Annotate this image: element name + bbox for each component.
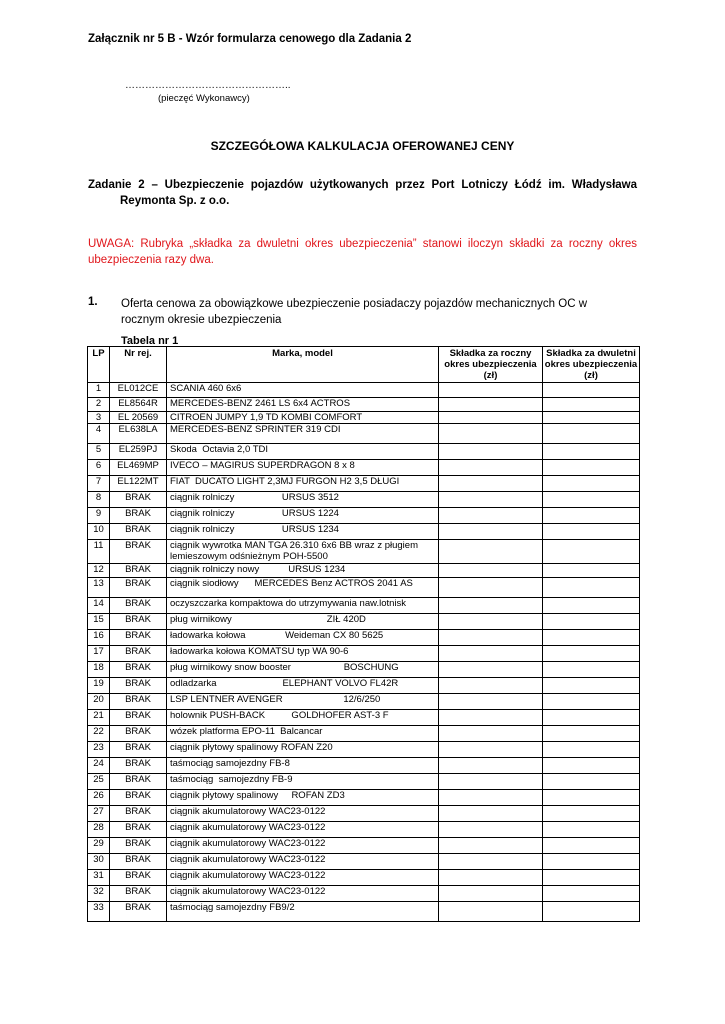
row-lp: 29 [88, 838, 110, 854]
row-lp: 11 [88, 540, 110, 564]
row-nr-rej: BRAK [110, 854, 167, 870]
table-header-row [88, 347, 640, 383]
row-annual-premium-input[interactable] [439, 614, 543, 630]
row-nr-rej: BRAK [110, 598, 167, 614]
table-row [88, 614, 640, 630]
row-biennial-premium-input[interactable] [543, 412, 640, 424]
row-annual-premium-input[interactable] [439, 398, 543, 412]
price-table [87, 346, 640, 922]
row-nr-rej: BRAK [110, 614, 167, 630]
attachment-title: Załącznik nr 5 B - Wzór formularza cenowego dla Zadania 2 [88, 33, 412, 45]
row-marka-model: ciągnik rolniczy URSUS 3512 [167, 492, 439, 508]
row-marka-model: ciągnik siodłowy MERCEDES Benz ACTROS 2041 AS [167, 578, 439, 598]
row-lp: 5 [88, 444, 110, 460]
table-row [88, 838, 640, 854]
row-nr-rej: BRAK [110, 710, 167, 726]
row-annual-premium-input[interactable] [439, 662, 543, 678]
row-annual-premium-input[interactable] [439, 694, 543, 710]
row-nr-rej: BRAK [110, 678, 167, 694]
row-lp: 25 [88, 774, 110, 790]
row-biennial-premium-input[interactable] [543, 398, 640, 412]
row-lp: 10 [88, 524, 110, 540]
header-nr-rej: Nr rej. [110, 347, 167, 383]
row-lp: 31 [88, 870, 110, 886]
row-annual-premium-input[interactable] [439, 710, 543, 726]
row-lp: 15 [88, 614, 110, 630]
row-biennial-premium-input[interactable] [543, 886, 640, 902]
row-biennial-premium-input[interactable] [543, 630, 640, 646]
row-biennial-premium-input[interactable] [543, 646, 640, 662]
table-row [88, 646, 640, 662]
table-row [88, 598, 640, 614]
row-nr-rej: BRAK [110, 886, 167, 902]
row-annual-premium-input[interactable] [439, 598, 543, 614]
table-row [88, 774, 640, 790]
header-lp: LP [88, 347, 110, 383]
row-lp: 28 [88, 822, 110, 838]
task-description [88, 177, 637, 209]
row-nr-rej: BRAK [110, 630, 167, 646]
row-lp: 27 [88, 806, 110, 822]
signature-dots: ………………………………………….. [125, 80, 291, 91]
row-nr-rej: BRAK [110, 742, 167, 758]
table-row [88, 564, 640, 578]
row-marka-model: ciągnik płytowy spalinowy ROFAN Z20 [167, 742, 439, 758]
row-nr-rej: BRAK [110, 540, 167, 564]
warning-line-2: ubezpieczenia razy dwa. [88, 254, 214, 266]
row-marka-model: ciągnik rolniczy URSUS 1234 [167, 524, 439, 540]
row-annual-premium-input[interactable] [439, 508, 543, 524]
table-row [88, 886, 640, 902]
row-annual-premium-input[interactable] [439, 578, 543, 598]
row-nr-rej: BRAK [110, 822, 167, 838]
row-lp: 21 [88, 710, 110, 726]
table-row [88, 662, 640, 678]
row-nr-rej: EL122MT [110, 476, 167, 492]
row-biennial-premium-input[interactable] [543, 678, 640, 694]
row-lp: 33 [88, 902, 110, 922]
row-annual-premium-input[interactable] [439, 838, 543, 854]
table-row [88, 758, 640, 774]
row-nr-rej: BRAK [110, 790, 167, 806]
row-annual-premium-input[interactable] [439, 564, 543, 578]
row-biennial-premium-input[interactable] [543, 564, 640, 578]
table-row [88, 902, 640, 922]
table-row [88, 822, 640, 838]
row-nr-rej: BRAK [110, 578, 167, 598]
row-marka-model: taśmociąg samojezdny FB-9 [167, 774, 439, 790]
row-lp: 8 [88, 492, 110, 508]
header-biennial-premium: Składka za dwuletni okres ubezpieczenia (zł) [543, 347, 640, 383]
row-annual-premium-input[interactable] [439, 758, 543, 774]
row-lp: 22 [88, 726, 110, 742]
row-lp: 20 [88, 694, 110, 710]
table-row [88, 492, 640, 508]
row-annual-premium-input[interactable] [439, 870, 543, 886]
table-row [88, 678, 640, 694]
row-marka-model: pług wirnikowy ZIŁ 420D [167, 614, 439, 630]
row-biennial-premium-input[interactable] [543, 476, 640, 492]
row-biennial-premium-input[interactable] [543, 854, 640, 870]
row-annual-premium-input[interactable] [439, 383, 543, 398]
row-lp: 6 [88, 460, 110, 476]
row-biennial-premium-input[interactable] [543, 758, 640, 774]
row-biennial-premium-input[interactable] [543, 492, 640, 508]
row-nr-rej: BRAK [110, 646, 167, 662]
row-biennial-premium-input[interactable] [543, 790, 640, 806]
row-lp: 30 [88, 854, 110, 870]
row-lp: 7 [88, 476, 110, 492]
row-nr-rej: BRAK [110, 806, 167, 822]
row-marka-model: MERCEDES-BENZ 2461 LS 6x4 ACTROS [167, 398, 439, 412]
row-lp: 17 [88, 646, 110, 662]
row-nr-rej: EL 20569 [110, 412, 167, 424]
row-biennial-premium-input[interactable] [543, 614, 640, 630]
row-lp: 3 [88, 412, 110, 424]
section-number: 1. [88, 296, 98, 308]
table-row [88, 694, 640, 710]
row-nr-rej: EL8564R [110, 398, 167, 412]
table-row [88, 870, 640, 886]
row-annual-premium-input[interactable] [439, 444, 543, 460]
row-biennial-premium-input[interactable] [543, 902, 640, 922]
row-nr-rej: BRAK [110, 694, 167, 710]
row-marka-model: ładowarka kołowa Weideman CX 80 5625 [167, 630, 439, 646]
table-row [88, 444, 640, 460]
row-marka-model: FIAT DUCATO LIGHT 2,3MJ FURGON H2 3,5 DŁUGI [167, 476, 439, 492]
table-row [88, 398, 640, 412]
row-lp: 12 [88, 564, 110, 578]
row-lp: 24 [88, 758, 110, 774]
row-biennial-premium-input[interactable] [543, 710, 640, 726]
row-annual-premium-input[interactable] [439, 424, 543, 444]
table-row [88, 854, 640, 870]
row-marka-model: IVECO – MAGIRUS SUPERDRAGON 8 x 8 [167, 460, 439, 476]
row-biennial-premium-input[interactable] [543, 806, 640, 822]
row-nr-rej: BRAK [110, 492, 167, 508]
row-nr-rej: BRAK [110, 662, 167, 678]
row-annual-premium-input[interactable] [439, 742, 543, 758]
row-marka-model: ciągnik akumulatorowy WAC23-0122 [167, 870, 439, 886]
table-row [88, 424, 640, 444]
row-marka-model: oczyszczarka kompaktowa do utrzymywania naw.lotnisk [167, 598, 439, 614]
row-lp: 9 [88, 508, 110, 524]
table-row [88, 726, 640, 742]
row-biennial-premium-input[interactable] [543, 460, 640, 476]
row-biennial-premium-input[interactable] [543, 870, 640, 886]
row-marka-model: ładowarka kołowa KOMATSU typ WA 90-6 [167, 646, 439, 662]
row-marka-model: pług wirnikowy snow booster BOSCHUNG [167, 662, 439, 678]
table-caption: Tabela nr 1 [121, 335, 179, 347]
row-marka-model: taśmociąg samojezdny FB9/2 [167, 902, 439, 922]
row-lp: 32 [88, 886, 110, 902]
contractor-stamp-label: (pieczęć Wykonawcy) [158, 93, 250, 104]
table-row [88, 476, 640, 492]
row-lp: 18 [88, 662, 110, 678]
row-annual-premium-input[interactable] [439, 630, 543, 646]
row-lp: 2 [88, 398, 110, 412]
row-annual-premium-input[interactable] [439, 476, 543, 492]
row-nr-rej: BRAK [110, 838, 167, 854]
row-marka-model: taśmociąg samojezdny FB-8 [167, 758, 439, 774]
row-nr-rej: BRAK [110, 774, 167, 790]
row-marka-model: CITROEN JUMPY 1,9 TD KOMBI COMFORT [167, 412, 439, 424]
task-line-2: Reymonta Sp. z o.o. [120, 195, 230, 207]
row-nr-rej: BRAK [110, 508, 167, 524]
table-row [88, 524, 640, 540]
table-row [88, 790, 640, 806]
row-marka-model: ciągnik płytowy spalinowy ROFAN ZD3 [167, 790, 439, 806]
row-annual-premium-input[interactable] [439, 524, 543, 540]
row-annual-premium-input[interactable] [439, 726, 543, 742]
table-row [88, 508, 640, 524]
row-biennial-premium-input[interactable] [543, 742, 640, 758]
row-nr-rej: EL012CE [110, 383, 167, 398]
page-title: SZCZEGÓŁOWA KALKULACJA OFEROWANEJ CENY [210, 139, 515, 153]
row-biennial-premium-input[interactable] [543, 424, 640, 444]
row-nr-rej: BRAK [110, 564, 167, 578]
table-row [88, 578, 640, 598]
table-row [88, 540, 640, 564]
row-annual-premium-input[interactable] [439, 886, 543, 902]
row-biennial-premium-input[interactable] [543, 578, 640, 598]
row-marka-model: wózek platforma EPO-11 Balcancar [167, 726, 439, 742]
row-annual-premium-input[interactable] [439, 540, 543, 564]
row-lp: 13 [88, 578, 110, 598]
row-marka-model: ciągnik rolniczy nowy URSUS 1234 [167, 564, 439, 578]
row-biennial-premium-input[interactable] [543, 726, 640, 742]
row-biennial-premium-input[interactable] [543, 694, 640, 710]
row-lp: 14 [88, 598, 110, 614]
row-marka-model: ciągnik rolniczy URSUS 1224 [167, 508, 439, 524]
table-row [88, 710, 640, 726]
header-annual-premium: Składka za roczny okres ubezpieczenia (zł) [439, 347, 543, 383]
table-row [88, 412, 640, 424]
row-lp: 1 [88, 383, 110, 398]
row-nr-rej: BRAK [110, 524, 167, 540]
row-marka-model: ciągnik akumulatorowy WAC23-0122 [167, 854, 439, 870]
row-lp: 16 [88, 630, 110, 646]
row-biennial-premium-input[interactable] [543, 598, 640, 614]
row-marka-model: odladzarka ELEPHANT VOLVO FL42R [167, 678, 439, 694]
row-annual-premium-input[interactable] [439, 492, 543, 508]
row-annual-premium-input[interactable] [439, 774, 543, 790]
section-text: Oferta cenowa za obowiązkowe ubezpieczenie posiadaczy pojazdów mechanicznych OC w rocznym okresie ubezpieczenia [121, 298, 587, 326]
row-marka-model: Skoda Octavia 2,0 TDI [167, 444, 439, 460]
row-marka-model: LSP LENTNER AVENGER 12/6/250 [167, 694, 439, 710]
row-biennial-premium-input[interactable] [543, 508, 640, 524]
row-lp: 4 [88, 424, 110, 444]
row-marka-model: SCANIA 460 6x6 [167, 383, 439, 398]
row-annual-premium-input[interactable] [439, 902, 543, 922]
task-line-1: Zadanie 2 – Ubezpieczenie pojazdów użytkowanych przez Port Lotniczy Łódź im. Władysława [88, 179, 637, 191]
table-row [88, 742, 640, 758]
header-marka-model: Marka, model [167, 347, 439, 383]
row-lp: 23 [88, 742, 110, 758]
row-nr-rej: BRAK [110, 758, 167, 774]
row-biennial-premium-input[interactable] [543, 540, 640, 564]
row-annual-premium-input[interactable] [439, 822, 543, 838]
row-biennial-premium-input[interactable] [543, 774, 640, 790]
row-annual-premium-input[interactable] [439, 646, 543, 662]
row-annual-premium-input[interactable] [439, 678, 543, 694]
row-nr-rej: BRAK [110, 726, 167, 742]
row-marka-model: ciągnik akumulatorowy WAC23-0122 [167, 838, 439, 854]
row-marka-model: ciągnik akumulatorowy WAC23-0122 [167, 806, 439, 822]
row-nr-rej: EL638LA [110, 424, 167, 444]
row-biennial-premium-input[interactable] [543, 838, 640, 854]
warning-note [88, 236, 637, 268]
row-marka-model: ciągnik akumulatorowy WAC23-0122 [167, 886, 439, 902]
row-biennial-premium-input[interactable] [543, 822, 640, 838]
row-marka-model: ciągnik wywrotka MAN TGA 26.310 6x6 BB wraz z pługiem lemieszowym odśnieżnym POH-5500 [167, 540, 439, 564]
table-row [88, 630, 640, 646]
row-annual-premium-input[interactable] [439, 412, 543, 424]
row-nr-rej: BRAK [110, 902, 167, 922]
row-marka-model: MERCEDES-BENZ SPRINTER 319 CDI [167, 424, 439, 444]
row-lp: 19 [88, 678, 110, 694]
table-body [88, 383, 640, 922]
row-annual-premium-input[interactable] [439, 854, 543, 870]
row-biennial-premium-input[interactable] [543, 383, 640, 398]
row-biennial-premium-input[interactable] [543, 662, 640, 678]
table-row [88, 806, 640, 822]
row-nr-rej: BRAK [110, 870, 167, 886]
row-annual-premium-input[interactable] [439, 790, 543, 806]
row-marka-model: holownik PUSH-BACK GOLDHOFER AST-3 F [167, 710, 439, 726]
row-nr-rej: EL469MP [110, 460, 167, 476]
row-annual-premium-input[interactable] [439, 806, 543, 822]
table-row [88, 383, 640, 398]
row-biennial-premium-input[interactable] [543, 524, 640, 540]
row-annual-premium-input[interactable] [439, 460, 543, 476]
row-lp: 26 [88, 790, 110, 806]
row-biennial-premium-input[interactable] [543, 444, 640, 460]
warning-line-1: UWAGA: Rubryka „składka za dwuletni okres ubezpieczenia” stanowi iloczyn składki za roczny okres [88, 238, 637, 250]
row-marka-model: ciągnik akumulatorowy WAC23-0122 [167, 822, 439, 838]
row-nr-rej: EL259PJ [110, 444, 167, 460]
table-row [88, 460, 640, 476]
